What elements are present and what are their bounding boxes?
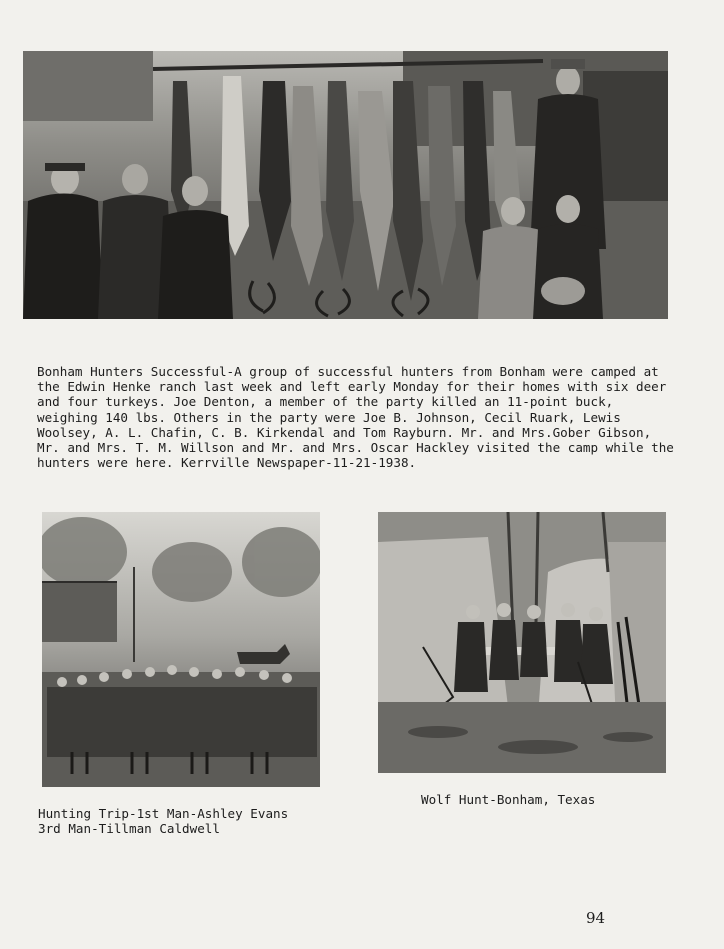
photo-wolf-hunt-image	[378, 512, 666, 773]
photo-hunting-trip	[42, 512, 320, 787]
page-number: 94	[586, 909, 606, 927]
caption-hunters-successful: Bonham Hunters Successful-A group of successful hunters from Bonham were camped at the Edwin Henke ranch last week and left early Monday for their homes with six deer and four turkeys. Joe Denton, a member of the party killed an 11-point buck, weighing 140 lbs. Others in the party were Joe B. Johnson, Cecil Ruark, Lewis Woolsey, A. L. Chafin, C. B. Kirkendal and Tom Rayburn. Mr. and Mrs.Gober Gibson, Mr. and Mrs. T. M. Willson and Mr. and Mrs. Oscar Hackley visited the camp while the hunters were here. Kerrville Newspaper-11-21-1938.	[37, 364, 682, 471]
caption-hunting-trip: Hunting Trip-1st Man-Ashley Evans 3rd Man-Tillman Caldwell	[38, 806, 289, 837]
photo-hunters-with-game	[23, 51, 668, 319]
photo-hunters-with-game-image	[23, 51, 668, 319]
photo-hunting-trip-image	[42, 512, 320, 787]
photo-wolf-hunt	[378, 512, 666, 773]
caption-wolf-hunt: Wolf Hunt-Bonham, Texas	[421, 792, 596, 807]
